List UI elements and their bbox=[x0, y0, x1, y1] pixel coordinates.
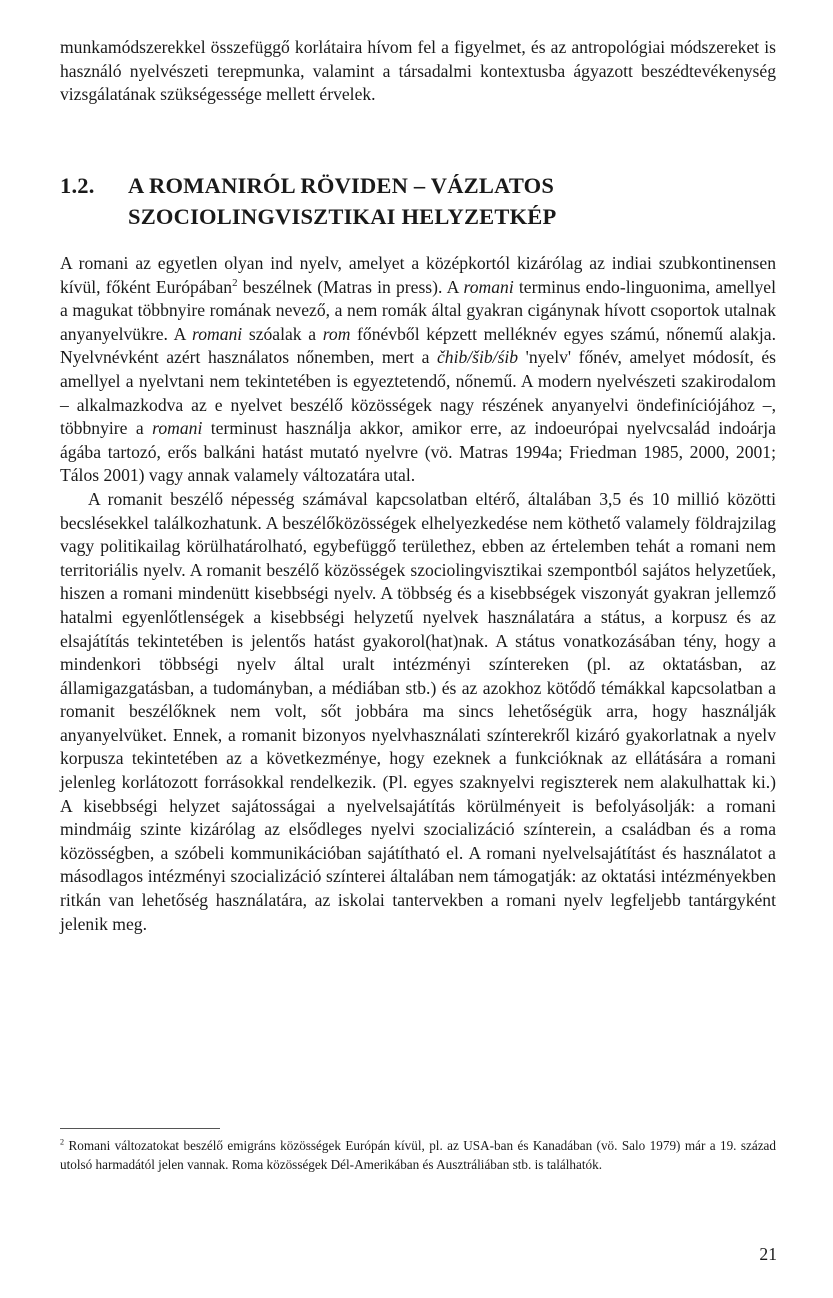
section-title-line2: SZOCIOLINGVISZTIKAI HELYZETKÉP bbox=[128, 204, 557, 229]
paragraph-text: szóalak a bbox=[242, 323, 323, 344]
footnote-divider bbox=[60, 1128, 220, 1129]
footnote-reference[interactable]: 2 bbox=[232, 276, 238, 289]
italic-term: romani bbox=[463, 276, 514, 297]
paragraph-text: terminus endo-linguonima, amellyel a magukat többnyire romának nevező, a nem romák által gyakran cigánynak hívott csoportok utalnak anyanyelvükre. A bbox=[60, 276, 776, 344]
intro-paragraph bbox=[60, 36, 776, 107]
paragraph-1 bbox=[60, 252, 776, 488]
footnote-2 bbox=[60, 1136, 776, 1174]
paragraph-text: terminust használja akkor, amikor erre, az indoeurópai nyelvcsalád indoárja ágába tartozó, erős balkáni hatást mutató nyelvre (vö. Matras 1994a; Friedman 1985, 2000, 2001; Tálos 2001) vagy annak valamely változatára utal. bbox=[60, 418, 776, 486]
italic-term: rom bbox=[322, 323, 351, 344]
paragraph-text: beszélnek (Matras in press). A bbox=[237, 276, 464, 297]
section-number: 1.2. bbox=[60, 173, 95, 198]
section-title-line1: A ROMANIRÓL RÖVIDEN – VÁZLATOS bbox=[128, 173, 555, 198]
footnote-text: Romani változatokat beszélő emigráns közösségek Európán kívül, pl. az USA-ban és Kanadában (vö. Salo 1979) már a 19. század utolsó harmadától jelen vannak. Roma közösségek Dél-Amerikában és Ausztráliában stb. is találhatók. bbox=[60, 1138, 776, 1172]
paragraph-2: A romanit beszélő népesség számával kapcsolatban eltérő, általában 3,5 és 10 millió közötti becslésekkel találkozhatunk. A beszélőközösségek elhelyezkedése nem köthető valamely földrajzilag vagy politikailag körülhatárolható, egybefüggő területhez, ebben az értelemben tehát a romani nem territoriális nyelv. A romanit beszélő közösségek szociolingvisztikai szempontból sajátos helyzetűek, hiszen a romani mindenütt kisebbségi nyelv. A többség és a kisebbségek viszonyát gyakran jellemző hatalmi egyenlőtlenségek a kisebbségi helyzetű nyelvek használatára a státus, a korpusz és az elsajátítás tekintetében is jelentős hatást gyakorol(hat)nak. A státus vonatkozásában tény, hogy a mindenkori többségi nyelv által uralt intézményi színtereken (pl. az oktatásban, az államigazgatásban, a tudományban, a médiában stb.) és az azokhoz kötődő témákkal kapcsolatban a romanit beszélőknek nem volt, sőt jobbára ma sincs lehetőségük arra, hogy használják anyanyelvüket. Ennek, a romanit bizonyos nyelvhasználati színterekről kizáró gyakorlatnak a nyelv korpusza tekintetében az a következménye, hogy ezeknek a funkcióknak az ellátására a romani jelenleg korlátozott forrásokkal rendelkezik. (Pl. egyes szaknyelvi regiszterek nem alakulhattak ki.) A kisebbségi helyzet sajátosságai a nyelvelsajátítás körülményeit is befolyásolják: a romani mindmáig szinte kizárólag az elsődleges nyelvi szocializáció színterein, a családban és a roma közösségben, a szóbeli kommunikációban sajátítható el. A romani nyelvelsajátítást és használatot a másodlagos intézményi szocializáció színterei általában nem támogatják: az oktatási intézményekben ritkán van lehetőség használatára, az iskolai tantervekben a romani nyelv legfeljebb tantárgyként jelenik meg. bbox=[60, 488, 776, 934]
italic-term: romani bbox=[192, 323, 243, 344]
paragraph-text: A romani az egyetlen olyan ind nyelv, amelyet a középkortól kizárólag az indiai szubkontinensen kívül, főként Európában bbox=[60, 253, 776, 297]
footnote-mark: 2 bbox=[60, 1137, 65, 1147]
paragraph-text: 'nyelv' főnév, amelyet módosít, és amellyel a nyelvtani nem tekintetében is egyeztetendő, nőnemű. A modern nyelvészeti szakirodalom – alkalmazkodva az e nyelvet beszélő közösségek nagy részének anyanyelvi öndefiníciójához –, többnyire a bbox=[60, 347, 777, 439]
footnotes bbox=[60, 1136, 776, 1174]
italic-term: romani bbox=[152, 418, 203, 439]
paragraph-text: főnévből képzett melléknév egyes számú, nőnemű alakja. Nyelvnévként azért használatos nőnemben, mert a bbox=[60, 323, 776, 368]
section-body bbox=[60, 252, 776, 936]
italic-term: čhib/šib/śib bbox=[436, 347, 519, 368]
intro-text: munkamódszerekkel összefüggő korlátaira hívom fel a figyelmet, és az antropológiai módszereket is használó nyelvészeti terepmunka, valamint a társadalmi kontextusba ágyazott beszédtevékenység vizsgálatának szükségessége mellett érvelek. bbox=[60, 37, 776, 105]
page-number: 21 bbox=[759, 1244, 777, 1264]
section-heading bbox=[60, 170, 776, 232]
